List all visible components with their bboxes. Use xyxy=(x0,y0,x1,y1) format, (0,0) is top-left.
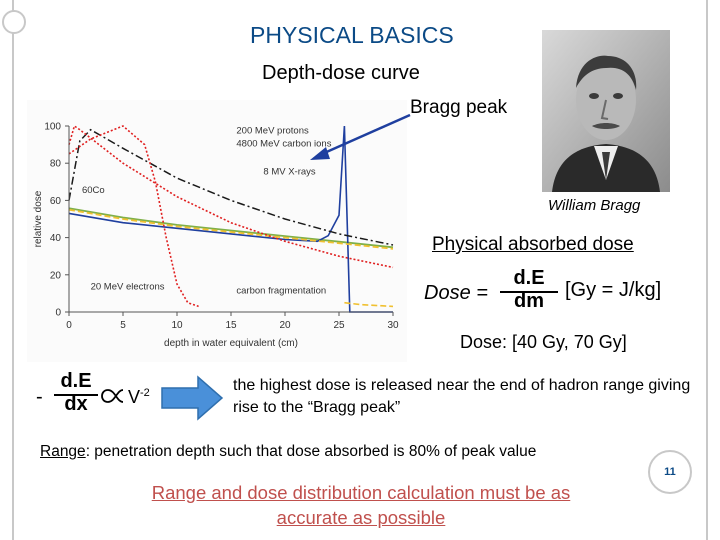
slide-number: 11 xyxy=(648,450,692,494)
proportional-icon xyxy=(99,384,127,408)
slide-subtitle: Depth-dose curve xyxy=(262,62,420,84)
dose-numerator: d.E xyxy=(513,267,545,289)
annotation-cobalt: 60Co xyxy=(81,184,105,196)
dose-fraction xyxy=(500,267,558,313)
range-term: Range xyxy=(40,443,86,460)
corner-ornament xyxy=(2,10,26,34)
highest-dose-text: the highest dose is released near the end of hadron range giving rise to the “Bragg peak” xyxy=(233,377,691,416)
annotation-electrons: 20 MeV electrons xyxy=(90,281,165,293)
x-tick-label: 15 xyxy=(225,320,237,331)
annotation-protons: 200 MeV protons xyxy=(236,125,309,137)
y-tick-label: 100 xyxy=(44,121,61,133)
annotation-carbon-ions: 4800 MeV carbon ions xyxy=(236,138,332,150)
accuracy-note: Range and dose distribution calculation must be as accurate as possible xyxy=(151,482,571,528)
y-tick-label: 0 xyxy=(55,307,61,319)
x-tick-label: 25 xyxy=(333,320,345,331)
x-axis-label: depth in water equivalent (cm) xyxy=(164,338,298,349)
dose-denominator: dm xyxy=(514,290,544,312)
x-tick-label: 0 xyxy=(66,320,72,331)
absorbed-dose-heading: Physical absorbed dose xyxy=(432,234,634,255)
slide-title: PHYSICAL BASICS xyxy=(250,22,454,48)
x-tick-label: 10 xyxy=(171,320,183,331)
annotation-fragmentation: carbon fragmentation xyxy=(236,285,327,297)
frame-left-line xyxy=(12,0,14,540)
y-tick-label: 40 xyxy=(49,233,61,245)
dose-units: [Gy = J/kg] xyxy=(565,279,662,301)
x-tick-label: 20 xyxy=(279,320,291,331)
right-arrow-icon xyxy=(160,374,224,422)
photo-caption: William Bragg xyxy=(548,197,641,214)
x-tick-label: 5 xyxy=(120,320,126,331)
y-tick-label: 20 xyxy=(49,270,61,282)
velocity-power xyxy=(128,387,150,408)
stopping-minus: - xyxy=(36,386,43,408)
bragg-peak-label: Bragg peak xyxy=(410,97,508,118)
velocity-symbol: V xyxy=(128,387,141,407)
annotation-xrays: 8 MV X-rays xyxy=(263,166,316,178)
frame-right-line xyxy=(706,0,708,540)
x-tick-label: 30 xyxy=(387,320,399,331)
range-definition xyxy=(40,443,536,461)
stopping-fraction xyxy=(54,370,98,416)
stopping-denominator: dx xyxy=(64,393,88,415)
y-tick-label: 60 xyxy=(49,195,61,207)
velocity-exponent: -2 xyxy=(140,387,150,399)
bragg-pointer-arrow xyxy=(300,110,430,170)
william-bragg-photo xyxy=(542,30,670,192)
y-tick-label: 80 xyxy=(49,158,61,170)
y-axis-label: relative dose xyxy=(33,190,44,248)
dose-equation-lhs: Dose = xyxy=(424,282,488,304)
range-definition-text: : penetration depth such that dose absorbed is 80% of peak value xyxy=(85,443,537,460)
dose-range: Dose: [40 Gy, 70 Gy] xyxy=(460,332,627,352)
stopping-numerator: d.E xyxy=(60,370,92,392)
